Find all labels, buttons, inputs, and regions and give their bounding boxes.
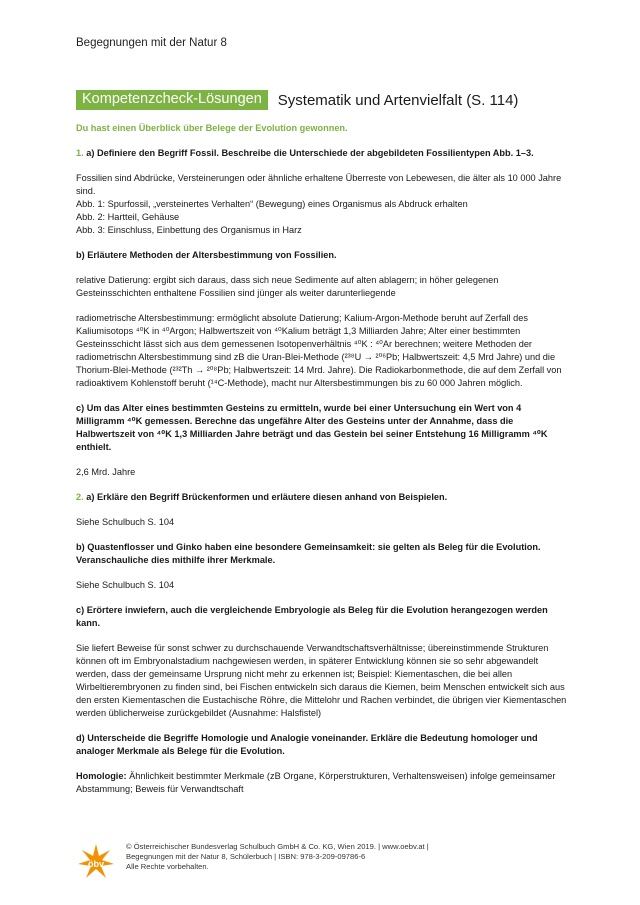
page-title: Systematik und Artenvielfalt (S. 114): [277, 91, 519, 109]
footer-text: [126, 842, 429, 872]
answer-1a-line: Abb. 2: Hartteil, Gehäuse: [76, 212, 180, 222]
answer-1b-radiometric: radiometrische Altersbestimmung: ermöglicht absolute Datierung; Kalium-Argon-Methode beruht auf Zerfall des Kaliumisotops ⁴⁰K in ⁴⁰Argon; Halbwertszeit von ⁴⁰Kalium beträgt 1,3 Milliarden Jahre; Alter einer bestimmten Gesteinsschicht lässt sich aus dem gemessenen Isotopenverhältnis ⁴⁰K : ⁴⁰Ar berechnen; weitere Methoden der radiometrischn Altersbestimmung sind zB die Uran-Blei-Methode (²³⁸U → ²⁰⁶Pb; Halbwertszeit: 4,5 Mrd Jahre) und die Thorium-Blei-Methode (²³²Th → ²⁰⁸Pb; Halbwertszeit: 14 Mrd. Jahre). Die Radiokarbonmethode, die auf dem Zerfall von radioaktivem Kohlenstoff beruht (¹⁴C-Methode), macht nur Altersbestimmungen bis zu 60 000 Jahren möglich.: [76, 313, 562, 388]
answer-2c: Sie liefert Beweise für sonst schwer zu durchschauende Verwandtschaftsverhältnisse; übereinstimmende Strukturen können oft im Embryonalstadium nachgewiesen werden, in späterer Entwicklung können sie so sehr abgewandelt werden, dass der gemeinsame Ursprung nicht mehr zu erkennen ist; Beispiel: Kiementaschen, die bei allen Wirbeltierembryonen zu finden sind, bei Fischen entwickeln sich daraus die Kiemen, beim Menschen entwickelt sich aus den ersten Kiementaschen die Eustachische Röhre, die Mittelohr und Rachen verbindet, die übrigen vier Kiementaschen werden üblicherweise zurückgebildet (Ausnahme: Halsfistel): [76, 643, 567, 718]
question-1c: c) Um das Alter eines bestimmten Gesteins zu ermitteln, wurde bei einer Untersuchung ein Wert von 4 Milligramm ⁴⁰K gemessen. Berechne das ungefähre Alter des Gesteins unter der Annahme, dass die Halbwertszeit von ⁴⁰K 1,3 Milliarden Jahre beträgt und das Gestein bei seiner Entstehung 16 Milligramm ⁴⁰K enthielt.: [76, 403, 548, 452]
question-number-2: 2.: [76, 492, 84, 502]
content: [76, 122, 568, 808]
logo-text: öbv: [87, 859, 105, 869]
answer-2d-text: Ähnlichkeit bestimmter Merkmale (zB Organe, Körperstrukturen, Verhaltensweisen) infolge gemeinsamer Abstammung; Beweis für Verwandtschaft: [76, 771, 556, 794]
answer-2b: Siehe Schulbuch S. 104: [76, 580, 175, 590]
answer-1a-line: Abb. 1: Spurfossil, „versteinertes Verhalten“ (Bewegung) eines Organismus als Abdruck erhalten: [76, 199, 468, 209]
footer-copyright: © Österreichischer Bundesverlag Schulbuch GmbH & Co. KG, Wien 2019. | www.oebv.at |: [126, 842, 429, 851]
question-2b: b) Quastenflosser und Ginko haben eine besondere Gemeinsamkeit: sie gelten als Beleg für die Evolution. Veranschauliche dies mithilfe ihrer Merkmale.: [76, 542, 541, 565]
question-1b: b) Erläutere Methoden der Altersbestimmung von Fossilien.: [76, 250, 337, 260]
answer-2d-label: Homologie:: [76, 771, 127, 781]
footer-book-info: Begegnungen mit der Natur 8, Schülerbuch | ISBN: 978-3-209-09786-6: [126, 852, 366, 861]
footer-rights: Alle Rechte vorbehalten.: [126, 862, 209, 871]
footer: [76, 842, 576, 882]
section-badge: Kompetenzcheck-Lösungen: [76, 90, 268, 110]
question-number-1: 1.: [76, 148, 84, 158]
intro-text: Du hast einen Überblick über Belege der Evolution gewonnen.: [76, 123, 348, 133]
question-2d: d) Unterscheide die Begriffe Homologie und Analogie voneinander. Erkläre die Bedeutung homologer und analoger Merkmale als Belege für die Evolution.: [76, 733, 538, 756]
answer-2a: Siehe Schulbuch S. 104: [76, 517, 175, 527]
answer-2d: [76, 770, 568, 796]
running-head: Begegnungen mit der Natur 8: [76, 37, 227, 49]
answer-1a-line: Abb. 3: Einschluss, Einbettung des Organismus in Harz: [76, 225, 302, 235]
answer-1c: 2,6 Mrd. Jahre: [76, 467, 136, 477]
question-2c: c) Erörtere inwiefern, auch die vergleichende Embryologie als Beleg für die Evolution herangezogen werden kann.: [76, 605, 548, 628]
question-2a-text: a) Erkläre den Begriff Brückenformen und erläutere diesen anhand von Beispielen.: [83, 492, 448, 502]
answer-1a-line: Fossilien sind Abdrücke, Versteinerungen oder ähnliche erhaltene Überreste von Lebewesen, die älter als 10 000 Jahre sind.: [76, 173, 562, 196]
question-1a: [76, 147, 568, 160]
answer-1a: [76, 172, 568, 237]
question-2a: [76, 491, 568, 504]
title-row: [76, 90, 518, 110]
question-1a-text: a) Definiere den Begriff Fossil. Beschreibe die Unterschiede der abgebildeten Fossilientypen Abb. 1–3.: [83, 148, 534, 158]
answer-1b-relative: relative Datierung: ergibt sich daraus, dass sich neue Sedimente auf alten ablagern; in höher gelegenen Gesteinsschichten enthaltene Fossilien sind jünger als weiter darunterliegende: [76, 275, 499, 298]
oebv-logo-icon: [76, 842, 116, 882]
